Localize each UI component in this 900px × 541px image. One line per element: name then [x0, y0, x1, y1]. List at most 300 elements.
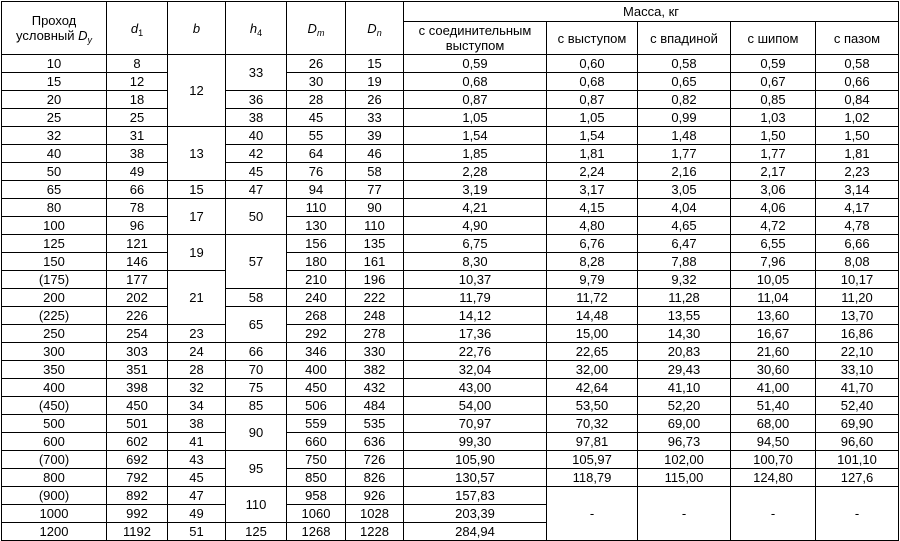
cell-d1: 49 — [107, 163, 168, 181]
cell-h4: 85 — [226, 397, 287, 415]
table-row — [2, 289, 899, 307]
cell-dm: 1060 — [287, 505, 346, 523]
cell-b: 51 — [168, 523, 226, 541]
cell-mass-with-tongue: 0,85 — [731, 91, 816, 109]
cell-mass-with-recess: 9,32 — [638, 271, 731, 289]
cell-mass-with-groove: 0,58 — [816, 55, 899, 73]
cell-nominal-bore: 25 — [2, 109, 107, 127]
cell-mass-with-projection: 3,17 — [547, 181, 638, 199]
cell-d1: 992 — [107, 505, 168, 523]
cell-mass-with-groove: 11,20 — [816, 289, 899, 307]
cell-dn: 278 — [346, 325, 404, 343]
cell-b: 13 — [168, 127, 226, 181]
cell-b: 28 — [168, 361, 226, 379]
cell-mass-with-tongue: 124,80 — [731, 469, 816, 487]
table-row — [2, 361, 899, 379]
cell-mass-with-projection: 1,54 — [547, 127, 638, 145]
cell-nominal-bore: 32 — [2, 127, 107, 145]
cell-mass-with-recess: 14,30 — [638, 325, 731, 343]
cell-mass-raised-face: 3,19 — [404, 181, 547, 199]
cell-mass-with-projection: 118,79 — [547, 469, 638, 487]
cell-mass-with-groove: 1,50 — [816, 127, 899, 145]
cell-nominal-bore: 1200 — [2, 523, 107, 541]
cell-dm: 450 — [287, 379, 346, 397]
cell-dn: 39 — [346, 127, 404, 145]
header-b — [168, 2, 226, 55]
header-dy-subscript: y — [87, 35, 93, 45]
header-dn-subscript: n — [376, 27, 382, 38]
cell-h4: 70 — [226, 361, 287, 379]
cell-mass-with-tongue: 2,17 — [731, 163, 816, 181]
cell-mass-with-recess: 11,28 — [638, 289, 731, 307]
cell-b: 12 — [168, 55, 226, 127]
cell-dn: 826 — [346, 469, 404, 487]
cell-nominal-bore: (900) — [2, 487, 107, 505]
cell-dm: 268 — [287, 307, 346, 325]
cell-d1: 8 — [107, 55, 168, 73]
cell-dn: 110 — [346, 217, 404, 235]
cell-nominal-bore: 1000 — [2, 505, 107, 523]
table-row — [2, 217, 899, 235]
cell-mass-with-recess: 1,77 — [638, 145, 731, 163]
cell-d1: 31 — [107, 127, 168, 145]
cell-mass-with-projection: 4,80 — [547, 217, 638, 235]
cell-mass-with-groove: 69,90 — [816, 415, 899, 433]
cell-mass-with-tongue: 0,59 — [731, 55, 816, 73]
table-row — [2, 379, 899, 397]
cell-nominal-bore: 20 — [2, 91, 107, 109]
cell-mass-raised-face: 0,87 — [404, 91, 547, 109]
cell-mass-with-projection: 0,87 — [547, 91, 638, 109]
cell-d1: 12 — [107, 73, 168, 91]
header-h4-symbol: h — [249, 20, 258, 36]
cell-mass-with-projection: 0,60 — [547, 55, 638, 73]
cell-dash-projection: - — [547, 487, 638, 541]
cell-h4: 40 — [226, 127, 287, 145]
cell-mass-with-recess: 0,58 — [638, 55, 731, 73]
cell-dn: 248 — [346, 307, 404, 325]
cell-dn: 926 — [346, 487, 404, 505]
header-d1 — [107, 2, 168, 55]
cell-mass-with-tongue: 3,06 — [731, 181, 816, 199]
cell-mass-with-recess: 0,82 — [638, 91, 731, 109]
cell-mass-with-projection: 8,28 — [547, 253, 638, 271]
cell-dm: 506 — [287, 397, 346, 415]
cell-mass-with-groove: 4,17 — [816, 199, 899, 217]
cell-nominal-bore: 100 — [2, 217, 107, 235]
cell-d1: 398 — [107, 379, 168, 397]
cell-mass-with-tongue: 16,67 — [731, 325, 816, 343]
cell-mass-raised-face: 130,57 — [404, 469, 547, 487]
header-mass-with-recess: с впадиной — [638, 22, 731, 55]
cell-h4: 50 — [226, 199, 287, 235]
cell-nominal-bore: 600 — [2, 433, 107, 451]
cell-nominal-bore: (450) — [2, 397, 107, 415]
cell-dm: 240 — [287, 289, 346, 307]
cell-mass-with-groove: 10,17 — [816, 271, 899, 289]
cell-dm: 850 — [287, 469, 346, 487]
cell-mass-with-projection: 97,81 — [547, 433, 638, 451]
header-b-symbol: b — [192, 20, 201, 36]
cell-mass-with-projection: 1,05 — [547, 109, 638, 127]
cell-dn: 161 — [346, 253, 404, 271]
cell-mass-raised-face: 17,36 — [404, 325, 547, 343]
cell-dn: 484 — [346, 397, 404, 415]
cell-dm: 64 — [287, 145, 346, 163]
table-row — [2, 415, 899, 433]
cell-mass-with-groove: 22,10 — [816, 343, 899, 361]
cell-mass-with-groove: 52,40 — [816, 397, 899, 415]
cell-mass-with-tongue: 11,04 — [731, 289, 816, 307]
cell-mass-with-recess: 96,73 — [638, 433, 731, 451]
cell-h4: 42 — [226, 145, 287, 163]
cell-nominal-bore: 150 — [2, 253, 107, 271]
cell-dm: 156 — [287, 235, 346, 253]
table-row — [2, 55, 899, 73]
cell-b: 19 — [168, 235, 226, 271]
cell-mass-with-tongue: 1,50 — [731, 127, 816, 145]
cell-dn: 330 — [346, 343, 404, 361]
cell-mass-with-recess: 4,65 — [638, 217, 731, 235]
cell-d1: 121 — [107, 235, 168, 253]
header-dy-symbol: D — [78, 28, 88, 43]
cell-dm: 130 — [287, 217, 346, 235]
cell-dn: 196 — [346, 271, 404, 289]
cell-dn: 46 — [346, 145, 404, 163]
cell-nominal-bore: (225) — [2, 307, 107, 325]
cell-d1: 177 — [107, 271, 168, 289]
cell-d1: 38 — [107, 145, 168, 163]
cell-dm: 660 — [287, 433, 346, 451]
cell-dn: 90 — [346, 199, 404, 217]
cell-mass-with-tongue: 0,67 — [731, 73, 816, 91]
cell-dn: 77 — [346, 181, 404, 199]
cell-d1: 25 — [107, 109, 168, 127]
cell-mass-raised-face: 0,59 — [404, 55, 547, 73]
cell-mass-with-recess: 0,65 — [638, 73, 731, 91]
cell-h4: 38 — [226, 109, 287, 127]
cell-mass-raised-face: 99,30 — [404, 433, 547, 451]
cell-d1: 501 — [107, 415, 168, 433]
cell-dn: 726 — [346, 451, 404, 469]
cell-nominal-bore: 400 — [2, 379, 107, 397]
cell-nominal-bore: 500 — [2, 415, 107, 433]
cell-dm: 210 — [287, 271, 346, 289]
cell-mass-with-tongue: 30,60 — [731, 361, 816, 379]
cell-mass-with-recess: 13,55 — [638, 307, 731, 325]
cell-dm: 180 — [287, 253, 346, 271]
cell-b: 45 — [168, 469, 226, 487]
cell-nominal-bore: 40 — [2, 145, 107, 163]
cell-mass-with-recess: 102,00 — [638, 451, 731, 469]
cell-mass-with-projection: 0,68 — [547, 73, 638, 91]
cell-dn: 58 — [346, 163, 404, 181]
cell-mass-with-tongue: 4,06 — [731, 199, 816, 217]
cell-mass-with-groove: 127,6 — [816, 469, 899, 487]
cell-mass-raised-face: 70,97 — [404, 415, 547, 433]
cell-mass-with-recess: 52,20 — [638, 397, 731, 415]
cell-mass-with-groove: 2,23 — [816, 163, 899, 181]
table-row — [2, 181, 899, 199]
cell-mass-with-groove: 3,14 — [816, 181, 899, 199]
cell-mass-raised-face: 203,39 — [404, 505, 547, 523]
table-row — [2, 343, 899, 361]
cell-mass-with-groove: 96,60 — [816, 433, 899, 451]
table-row — [2, 325, 899, 343]
cell-mass-with-projection: 2,24 — [547, 163, 638, 181]
cell-d1: 96 — [107, 217, 168, 235]
header-mass-group: Масса, кг — [404, 2, 899, 22]
cell-mass-with-projection: 70,32 — [547, 415, 638, 433]
cell-nominal-bore: 300 — [2, 343, 107, 361]
cell-mass-with-groove: 33,10 — [816, 361, 899, 379]
cell-mass-raised-face: 14,12 — [404, 307, 547, 325]
header-dy-line2: условный — [15, 28, 75, 43]
header-dy-line1: Проход — [31, 13, 77, 28]
cell-dn: 19 — [346, 73, 404, 91]
cell-d1: 18 — [107, 91, 168, 109]
cell-b: 15 — [168, 181, 226, 199]
cell-dm: 30 — [287, 73, 346, 91]
cell-nominal-bore: 250 — [2, 325, 107, 343]
cell-mass-with-tongue: 4,72 — [731, 217, 816, 235]
cell-mass-with-recess: 0,99 — [638, 109, 731, 127]
table-row — [2, 91, 899, 109]
cell-mass-with-groove: 4,78 — [816, 217, 899, 235]
table-row — [2, 253, 899, 271]
cell-dn: 432 — [346, 379, 404, 397]
table-row — [2, 271, 899, 289]
cell-dm: 1268 — [287, 523, 346, 541]
cell-dn: 1228 — [346, 523, 404, 541]
cell-dn: 535 — [346, 415, 404, 433]
cell-h4: 45 — [226, 163, 287, 181]
cell-mass-raised-face: 6,75 — [404, 235, 547, 253]
cell-mass-with-projection: 53,50 — [547, 397, 638, 415]
cell-mass-raised-face: 32,04 — [404, 361, 547, 379]
cell-mass-with-projection: 32,00 — [547, 361, 638, 379]
cell-nominal-bore: 800 — [2, 469, 107, 487]
cell-b: 32 — [168, 379, 226, 397]
cell-mass-with-tongue: 1,77 — [731, 145, 816, 163]
cell-h4: 33 — [226, 55, 287, 91]
header-dm — [287, 2, 346, 55]
cell-nominal-bore: 200 — [2, 289, 107, 307]
cell-mass-with-tongue: 51,40 — [731, 397, 816, 415]
cell-d1: 792 — [107, 469, 168, 487]
cell-b: 43 — [168, 451, 226, 469]
cell-nominal-bore: 10 — [2, 55, 107, 73]
cell-mass-raised-face: 2,28 — [404, 163, 547, 181]
cell-dm: 400 — [287, 361, 346, 379]
cell-dm: 346 — [287, 343, 346, 361]
cell-nominal-bore: 50 — [2, 163, 107, 181]
cell-mass-with-recess: 2,16 — [638, 163, 731, 181]
cell-mass-with-projection: 11,72 — [547, 289, 638, 307]
table-row — [2, 307, 899, 325]
cell-mass-with-groove: 101,10 — [816, 451, 899, 469]
cell-d1: 1192 — [107, 523, 168, 541]
cell-mass-raised-face: 22,76 — [404, 343, 547, 361]
cell-mass-with-recess: 41,10 — [638, 379, 731, 397]
cell-mass-with-groove: 16,86 — [816, 325, 899, 343]
cell-b: 47 — [168, 487, 226, 505]
cell-dn: 135 — [346, 235, 404, 253]
table-row — [2, 145, 899, 163]
cell-mass-raised-face: 1,54 — [404, 127, 547, 145]
cell-dm: 45 — [287, 109, 346, 127]
cell-mass-with-groove: 1,02 — [816, 109, 899, 127]
cell-mass-with-recess: 115,00 — [638, 469, 731, 487]
cell-d1: 602 — [107, 433, 168, 451]
cell-b: 24 — [168, 343, 226, 361]
cell-nominal-bore: 350 — [2, 361, 107, 379]
header-nominal-bore — [2, 2, 107, 55]
cell-mass-with-tongue: 100,70 — [731, 451, 816, 469]
cell-mass-with-recess: 6,47 — [638, 235, 731, 253]
header-dm-symbol: D — [307, 20, 317, 36]
cell-dm: 559 — [287, 415, 346, 433]
cell-d1: 351 — [107, 361, 168, 379]
cell-mass-with-groove: 0,84 — [816, 91, 899, 109]
cell-d1: 692 — [107, 451, 168, 469]
cell-mass-with-tongue: 6,55 — [731, 235, 816, 253]
cell-mass-raised-face: 284,94 — [404, 523, 547, 541]
cell-dm: 76 — [287, 163, 346, 181]
cell-nominal-bore: 80 — [2, 199, 107, 217]
cell-h4: 65 — [226, 307, 287, 343]
cell-mass-raised-face: 4,90 — [404, 217, 547, 235]
table-row — [2, 469, 899, 487]
cell-nominal-bore: (175) — [2, 271, 107, 289]
cell-dn: 382 — [346, 361, 404, 379]
cell-b: 34 — [168, 397, 226, 415]
cell-h4: 47 — [226, 181, 287, 199]
cell-dn: 26 — [346, 91, 404, 109]
cell-d1: 202 — [107, 289, 168, 307]
cell-h4: 125 — [226, 523, 287, 541]
table-row — [2, 487, 899, 505]
cell-dm: 110 — [287, 199, 346, 217]
cell-d1: 892 — [107, 487, 168, 505]
cell-h4: 36 — [226, 91, 287, 109]
cell-dn: 1028 — [346, 505, 404, 523]
header-d1-symbol: d — [130, 20, 139, 36]
cell-dm: 28 — [287, 91, 346, 109]
cell-dash-tongue: - — [731, 487, 816, 541]
header-d1-subscript: 1 — [138, 27, 144, 38]
header-mass-with-groove: с пазом — [816, 22, 899, 55]
header-dm-subscript: m — [316, 27, 325, 38]
cell-mass-with-projection: 15,00 — [547, 325, 638, 343]
cell-mass-with-tongue: 7,96 — [731, 253, 816, 271]
cell-mass-with-projection: 9,79 — [547, 271, 638, 289]
cell-mass-with-groove: 6,66 — [816, 235, 899, 253]
cell-mass-with-tongue: 68,00 — [731, 415, 816, 433]
header-dn-symbol: D — [367, 20, 377, 36]
cell-dm: 26 — [287, 55, 346, 73]
cell-mass-with-recess: 1,48 — [638, 127, 731, 145]
cell-mass-with-recess: 7,88 — [638, 253, 731, 271]
cell-dm: 292 — [287, 325, 346, 343]
header-mass-raised-face: с соединительным выступом — [404, 22, 547, 55]
cell-d1: 254 — [107, 325, 168, 343]
cell-d1: 66 — [107, 181, 168, 199]
cell-dm: 958 — [287, 487, 346, 505]
cell-mass-with-projection: 6,76 — [547, 235, 638, 253]
cell-mass-with-projection: 14,48 — [547, 307, 638, 325]
table-row — [2, 127, 899, 145]
cell-mass-with-recess: 20,83 — [638, 343, 731, 361]
cell-nominal-bore: 15 — [2, 73, 107, 91]
cell-mass-with-groove: 41,70 — [816, 379, 899, 397]
cell-h4: 57 — [226, 235, 287, 289]
cell-mass-with-groove: 13,70 — [816, 307, 899, 325]
cell-mass-with-tongue: 10,05 — [731, 271, 816, 289]
cell-mass-with-projection: 22,65 — [547, 343, 638, 361]
cell-mass-with-recess: 4,04 — [638, 199, 731, 217]
cell-mass-raised-face: 54,00 — [404, 397, 547, 415]
cell-mass-with-groove: 0,66 — [816, 73, 899, 91]
flange-mass-table — [1, 1, 899, 541]
cell-mass-with-tongue: 1,03 — [731, 109, 816, 127]
table-row — [2, 235, 899, 253]
cell-mass-raised-face: 11,79 — [404, 289, 547, 307]
cell-dn: 222 — [346, 289, 404, 307]
cell-d1: 78 — [107, 199, 168, 217]
table-body — [2, 55, 899, 541]
cell-dash-recess: - — [638, 487, 731, 541]
cell-h4: 66 — [226, 343, 287, 361]
header-h4-subscript: 4 — [257, 27, 263, 38]
header-dn — [346, 2, 404, 55]
cell-b: 17 — [168, 199, 226, 235]
cell-mass-with-tongue: 13,60 — [731, 307, 816, 325]
cell-mass-raised-face: 10,37 — [404, 271, 547, 289]
cell-h4: 58 — [226, 289, 287, 307]
cell-dn: 33 — [346, 109, 404, 127]
cell-dash-groove: - — [816, 487, 899, 541]
cell-mass-with-projection: 105,97 — [547, 451, 638, 469]
cell-mass-raised-face: 105,90 — [404, 451, 547, 469]
cell-b: 23 — [168, 325, 226, 343]
cell-mass-with-projection: 1,81 — [547, 145, 638, 163]
cell-dm: 94 — [287, 181, 346, 199]
cell-mass-with-groove: 8,08 — [816, 253, 899, 271]
cell-h4: 95 — [226, 451, 287, 487]
table-row — [2, 109, 899, 127]
cell-d1: 226 — [107, 307, 168, 325]
cell-mass-with-recess: 29,43 — [638, 361, 731, 379]
table-row — [2, 163, 899, 181]
cell-mass-with-projection: 4,15 — [547, 199, 638, 217]
header-h4 — [226, 2, 287, 55]
cell-mass-with-tongue: 94,50 — [731, 433, 816, 451]
cell-d1: 450 — [107, 397, 168, 415]
cell-mass-with-projection: 42,64 — [547, 379, 638, 397]
cell-b: 49 — [168, 505, 226, 523]
cell-mass-raised-face: 157,83 — [404, 487, 547, 505]
cell-mass-raised-face: 1,05 — [404, 109, 547, 127]
cell-nominal-bore: (700) — [2, 451, 107, 469]
cell-b: 41 — [168, 433, 226, 451]
table-row — [2, 73, 899, 91]
cell-dn: 636 — [346, 433, 404, 451]
cell-mass-with-tongue: 21,60 — [731, 343, 816, 361]
table-row — [2, 199, 899, 217]
cell-h4: 110 — [226, 487, 287, 523]
cell-dm: 750 — [287, 451, 346, 469]
